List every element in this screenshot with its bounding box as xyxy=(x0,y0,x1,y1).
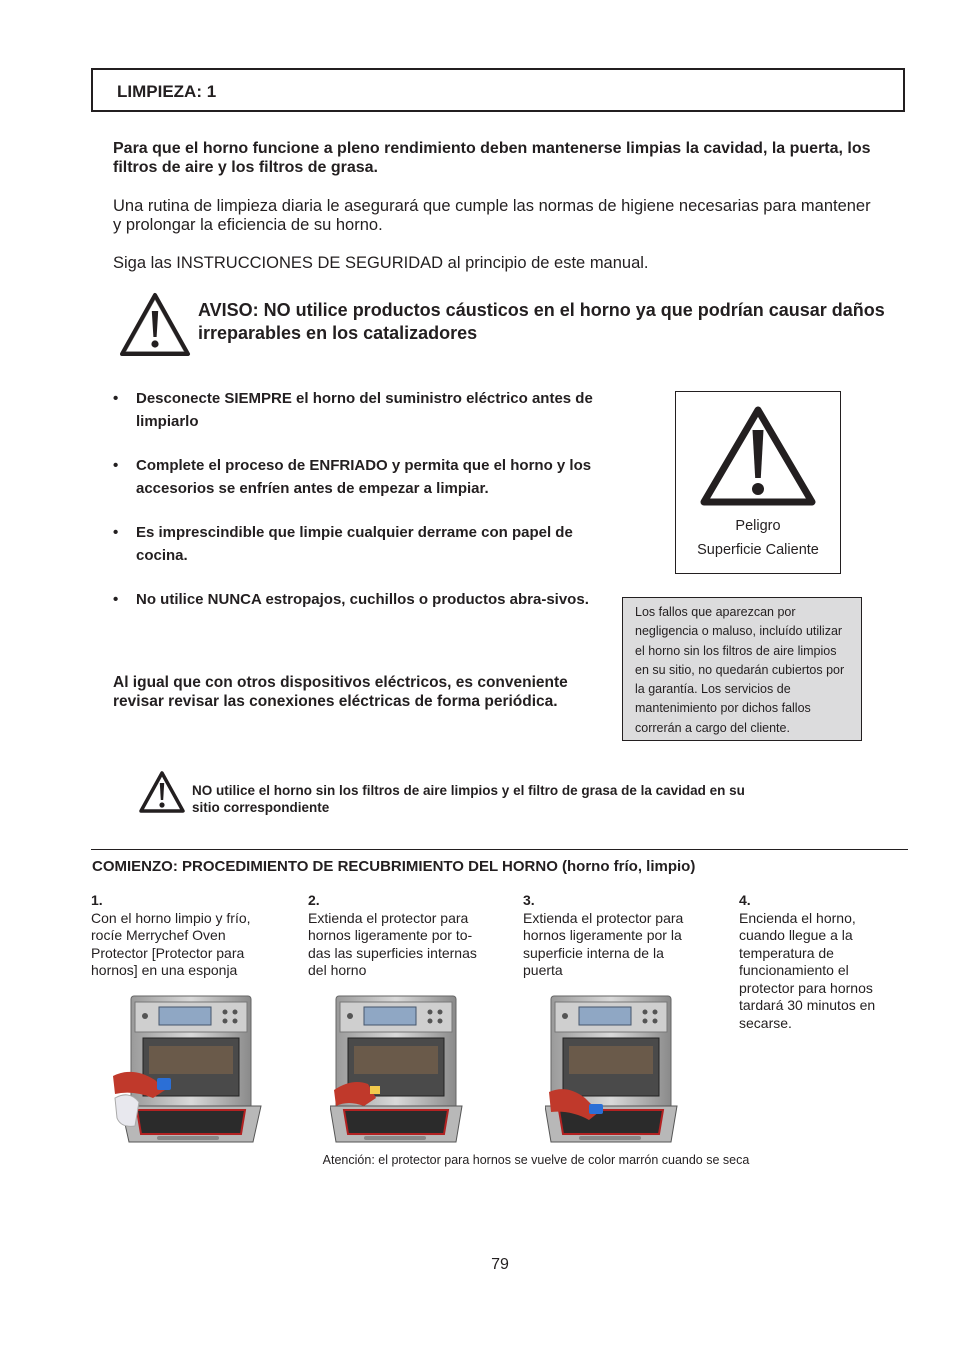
electrical-note: Al igual que con otros dispositivos eléctricos, es conveniente revisar revisar las conexiones eléctricas de forma periódica. xyxy=(113,674,568,710)
warning-triangle-icon xyxy=(118,291,192,359)
list-item: • Es imprescindible que limpie cualquier derrame con papel de cocina. xyxy=(113,524,573,564)
oven-illustration-door xyxy=(545,994,695,1146)
list-item: • No utilice NUNCA estropajos, cuchillos o productos abra-sivos. xyxy=(113,589,613,612)
filter-warning-text: NO utilice el horno sin los filtros de aire limpios y el filtro de grasa de la cavidad en su sitio correspondiente xyxy=(192,783,745,815)
procedure-caption: Atención: el protector para hornos se vuelve de color marrón cuando se seca xyxy=(322,1153,750,1167)
intro-paragraph-1: Una rutina de limpieza diaria le asegurará que cumple las normas de higiene necesarias para mantener y prolongar la eficiencia de su horno. xyxy=(113,197,871,234)
hot-surface-warning-box xyxy=(675,391,841,574)
bullet-dot: • xyxy=(113,591,119,608)
list-item: • Desconecte SIEMPRE el horno del suministro eléctrico antes de limpiarlo xyxy=(113,390,593,430)
step-4: 4. Encienda el horno, cuando llegue a la temperatura de funcionamiento el protector para hornos tardará 30 minutos en secarse. xyxy=(739,892,876,1031)
warranty-note-box: Los fallos que aparezcan por negligencia o maluso, incluído utilizar el horno sin los filtros de aire limpios en su sitio, no quedarán cubiertos por la garantía. Los servicios de mantenimiento por dichos fallos correrán a cargo del cliente. xyxy=(622,597,862,741)
section-title: LIMPIEZA: 1 xyxy=(117,82,217,101)
oven-illustration-interior xyxy=(330,994,480,1146)
step-2: 2. Extienda el protector para hornos ligeramente por to-das las superficies internas del horno xyxy=(308,892,477,978)
caustic-warning-text: AVISO: NO utilice productos cáusticos en el horno ya que podrían causar daños irreparables en los catalizadores xyxy=(198,300,885,343)
bullet-dot: • xyxy=(113,390,119,407)
hot-surface-triangle-icon xyxy=(697,402,819,510)
bullet-dot: • xyxy=(113,457,119,474)
hot-surface-label: Peligro Superficie Caliente xyxy=(697,518,819,558)
step-1: 1. Con el horno limpio y frío, rocíe Merrychef Oven Protector [Protector para hornos] en una esponja xyxy=(91,892,251,978)
intro-paragraph-2: Siga las INSTRUCCIONES DE SEGURIDAD al principio de este manual. xyxy=(113,254,649,272)
procedure-title: COMIENZO: PROCEDIMIENTO DE RECUBRIMIENTO DEL HORNO (horno frío, limpio) xyxy=(92,858,696,875)
safety-bullet-list xyxy=(113,388,613,634)
step-3: 3. Extienda el protector para hornos ligeramente por la superficie interna de la puerta xyxy=(523,892,684,978)
small-warning-triangle-icon xyxy=(138,770,186,816)
bullet-dot: • xyxy=(113,524,119,541)
intro-bold-paragraph: Para que el horno funcione a pleno rendimiento deben mantenerse limpias la cavidad, la puerta, los filtros de aire y los filtros de grasa. xyxy=(113,140,871,176)
section-header-box xyxy=(91,68,905,112)
section-divider xyxy=(91,849,908,850)
list-item: • Complete el proceso de ENFRIADO y permita que el horno y los accesorios se enfríen antes de empezar a limpiar. xyxy=(113,457,592,497)
oven-illustration-spray xyxy=(113,994,263,1146)
page-number: 79 xyxy=(491,1256,509,1273)
